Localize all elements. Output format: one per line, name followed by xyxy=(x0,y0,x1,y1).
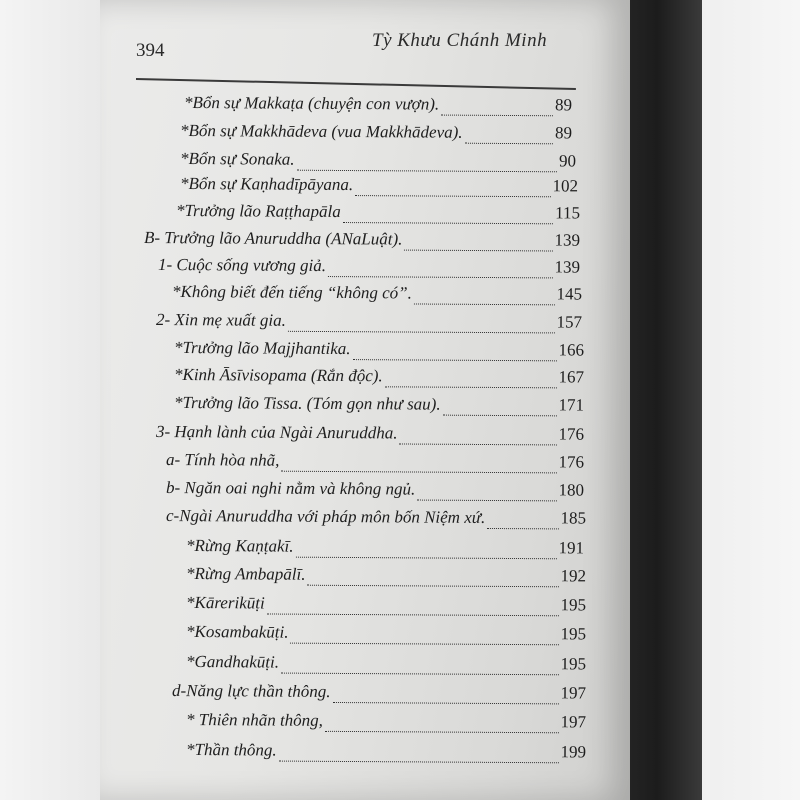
toc-entry-title: 2- Xin mẹ xuất gia. xyxy=(155,310,286,330)
toc-entry xyxy=(166,506,586,535)
toc-entry xyxy=(180,149,576,177)
dot-leader xyxy=(465,143,553,145)
toc-entry-page: 195 xyxy=(560,654,587,674)
toc-entry xyxy=(174,365,584,394)
page-number: 394 xyxy=(136,40,165,61)
toc-entry xyxy=(144,228,580,257)
toc-entry-page: 195 xyxy=(560,595,587,615)
dot-leader xyxy=(328,276,552,278)
toc-entry-title: *Bổn sự Makkhādeva (vua Makkhādeva). xyxy=(179,121,463,142)
toc-entry-page: 176 xyxy=(558,452,585,472)
toc-entry xyxy=(186,740,586,768)
toc-entry xyxy=(172,282,582,311)
dot-leader xyxy=(281,673,558,676)
toc-entry xyxy=(158,255,580,284)
toc-entry xyxy=(176,201,580,229)
toc-entry-title: *Bổn sự Sonaka. xyxy=(179,149,295,169)
toc-entry-title: *Không biết đến tiếng “không có”. xyxy=(171,282,412,303)
toc-entry xyxy=(180,174,578,202)
toc-entry xyxy=(186,536,584,564)
toc-entry xyxy=(186,622,586,650)
toc-entry-page: 139 xyxy=(554,230,581,250)
toc-entry-title: B- Trưởng lão Anuruddha (ANaLuật). xyxy=(143,228,403,249)
dot-leader xyxy=(441,115,553,117)
dot-leader xyxy=(288,331,555,334)
dot-leader xyxy=(414,303,555,305)
dot-leader xyxy=(355,195,550,197)
toc-entry-page: 195 xyxy=(560,624,587,644)
toc-entry-page: 191 xyxy=(558,538,585,558)
toc-entry-page: 145 xyxy=(556,284,583,304)
dot-leader xyxy=(279,761,559,764)
dot-leader xyxy=(343,222,553,224)
toc-entry-page: 171 xyxy=(558,395,585,415)
toc-entry-page: 139 xyxy=(554,257,581,277)
toc-entry xyxy=(186,710,586,738)
toc-entry-title: c-Ngài Anuruddha với pháp môn bốn Niệm xứ. xyxy=(165,506,486,527)
dot-leader xyxy=(307,585,558,588)
toc-entry-title: a- Tính hòa nhã, xyxy=(165,450,280,470)
toc-entry xyxy=(166,478,584,507)
dot-leader xyxy=(290,643,558,646)
toc-entry-page: 102 xyxy=(552,176,579,196)
toc-entry xyxy=(186,652,586,680)
toc-entry-title: 1- Cuộc sống vương giả. xyxy=(157,255,327,276)
toc-entry-title: b- Ngăn oai nghi nằm và không ngủ. xyxy=(165,478,416,499)
toc-entry xyxy=(174,338,584,367)
dot-leader xyxy=(267,613,559,616)
dot-leader xyxy=(443,415,557,417)
toc-entry-page: 197 xyxy=(560,712,587,732)
dot-leader xyxy=(295,557,556,560)
toc-entry-title: *Trưởng lão Raṭṭhapāla xyxy=(175,201,341,222)
toc-entry-title: *Bổn sự Makkaṭa (chuyện con vượn). xyxy=(183,93,440,114)
toc-entry xyxy=(184,93,572,121)
dot-leader xyxy=(297,170,557,173)
toc-entry xyxy=(156,422,584,451)
toc-entry xyxy=(174,393,584,422)
dot-leader xyxy=(404,250,552,252)
toc-entry-page: 185 xyxy=(560,508,587,528)
dot-leader xyxy=(325,731,559,733)
dot-leader xyxy=(487,528,558,529)
toc-entry-page: 166 xyxy=(558,340,585,360)
toc-entry-title: *Gandhakūṭi. xyxy=(185,652,280,672)
toc-entry-title: *Thần thông. xyxy=(185,740,277,760)
toc-entry xyxy=(172,681,586,710)
toc-entry xyxy=(166,450,584,479)
toc-entry-page: 167 xyxy=(558,367,585,387)
toc-entry-title: *Bổn sự Kaṇhadīpāyana. xyxy=(179,174,354,195)
toc-entry-title: *Kinh Āsīvisopama (Rắn độc). xyxy=(173,365,383,386)
running-header: Tỳ Khưu Chánh Minh xyxy=(372,30,548,51)
toc-entry-page: 176 xyxy=(558,424,585,444)
toc-entry-page: 89 xyxy=(554,95,573,115)
toc-entry-page: 199 xyxy=(560,742,587,762)
toc-entry-title: *Rừng Kaṇṭakī. xyxy=(185,536,294,556)
toc-entry-page: 192 xyxy=(560,566,587,586)
toc-entry-page: 180 xyxy=(558,480,585,500)
toc-entry xyxy=(186,564,586,592)
dot-leader xyxy=(353,359,557,361)
dot-leader xyxy=(385,386,557,388)
toc-entry xyxy=(186,593,586,621)
toc-entry-title: *Rừng Ambapālī. xyxy=(185,564,306,584)
toc-entry-title: *Trưởng lão Tissa. (Tóm gọn như sau). xyxy=(173,393,441,414)
toc-entry-page: 115 xyxy=(555,203,581,223)
toc-entry-page: 197 xyxy=(560,683,587,703)
toc-entry-page: 157 xyxy=(556,312,583,332)
dot-leader xyxy=(332,702,558,704)
toc-entry-title: * Thiên nhãn thông, xyxy=(185,710,324,730)
toc-entry-title: d-Năng lực thần thông. xyxy=(171,681,331,701)
dot-leader xyxy=(399,443,556,445)
toc-entry-title: *Kārerikūṭi xyxy=(185,593,265,613)
toc-entry-title: 3- Hạnh lành của Ngài Anuruddha. xyxy=(155,422,398,443)
toc-entry-title: *Trưởng lão Majjhantika. xyxy=(173,338,351,359)
toc-entry xyxy=(156,310,582,339)
dot-leader xyxy=(281,471,556,474)
dot-leader xyxy=(417,500,556,502)
toc-entry xyxy=(180,121,572,149)
toc-entry-title: *Kosambakūṭi. xyxy=(185,622,289,642)
toc-entry-page: 89 xyxy=(554,123,573,143)
toc-entry-page: 90 xyxy=(558,151,577,171)
